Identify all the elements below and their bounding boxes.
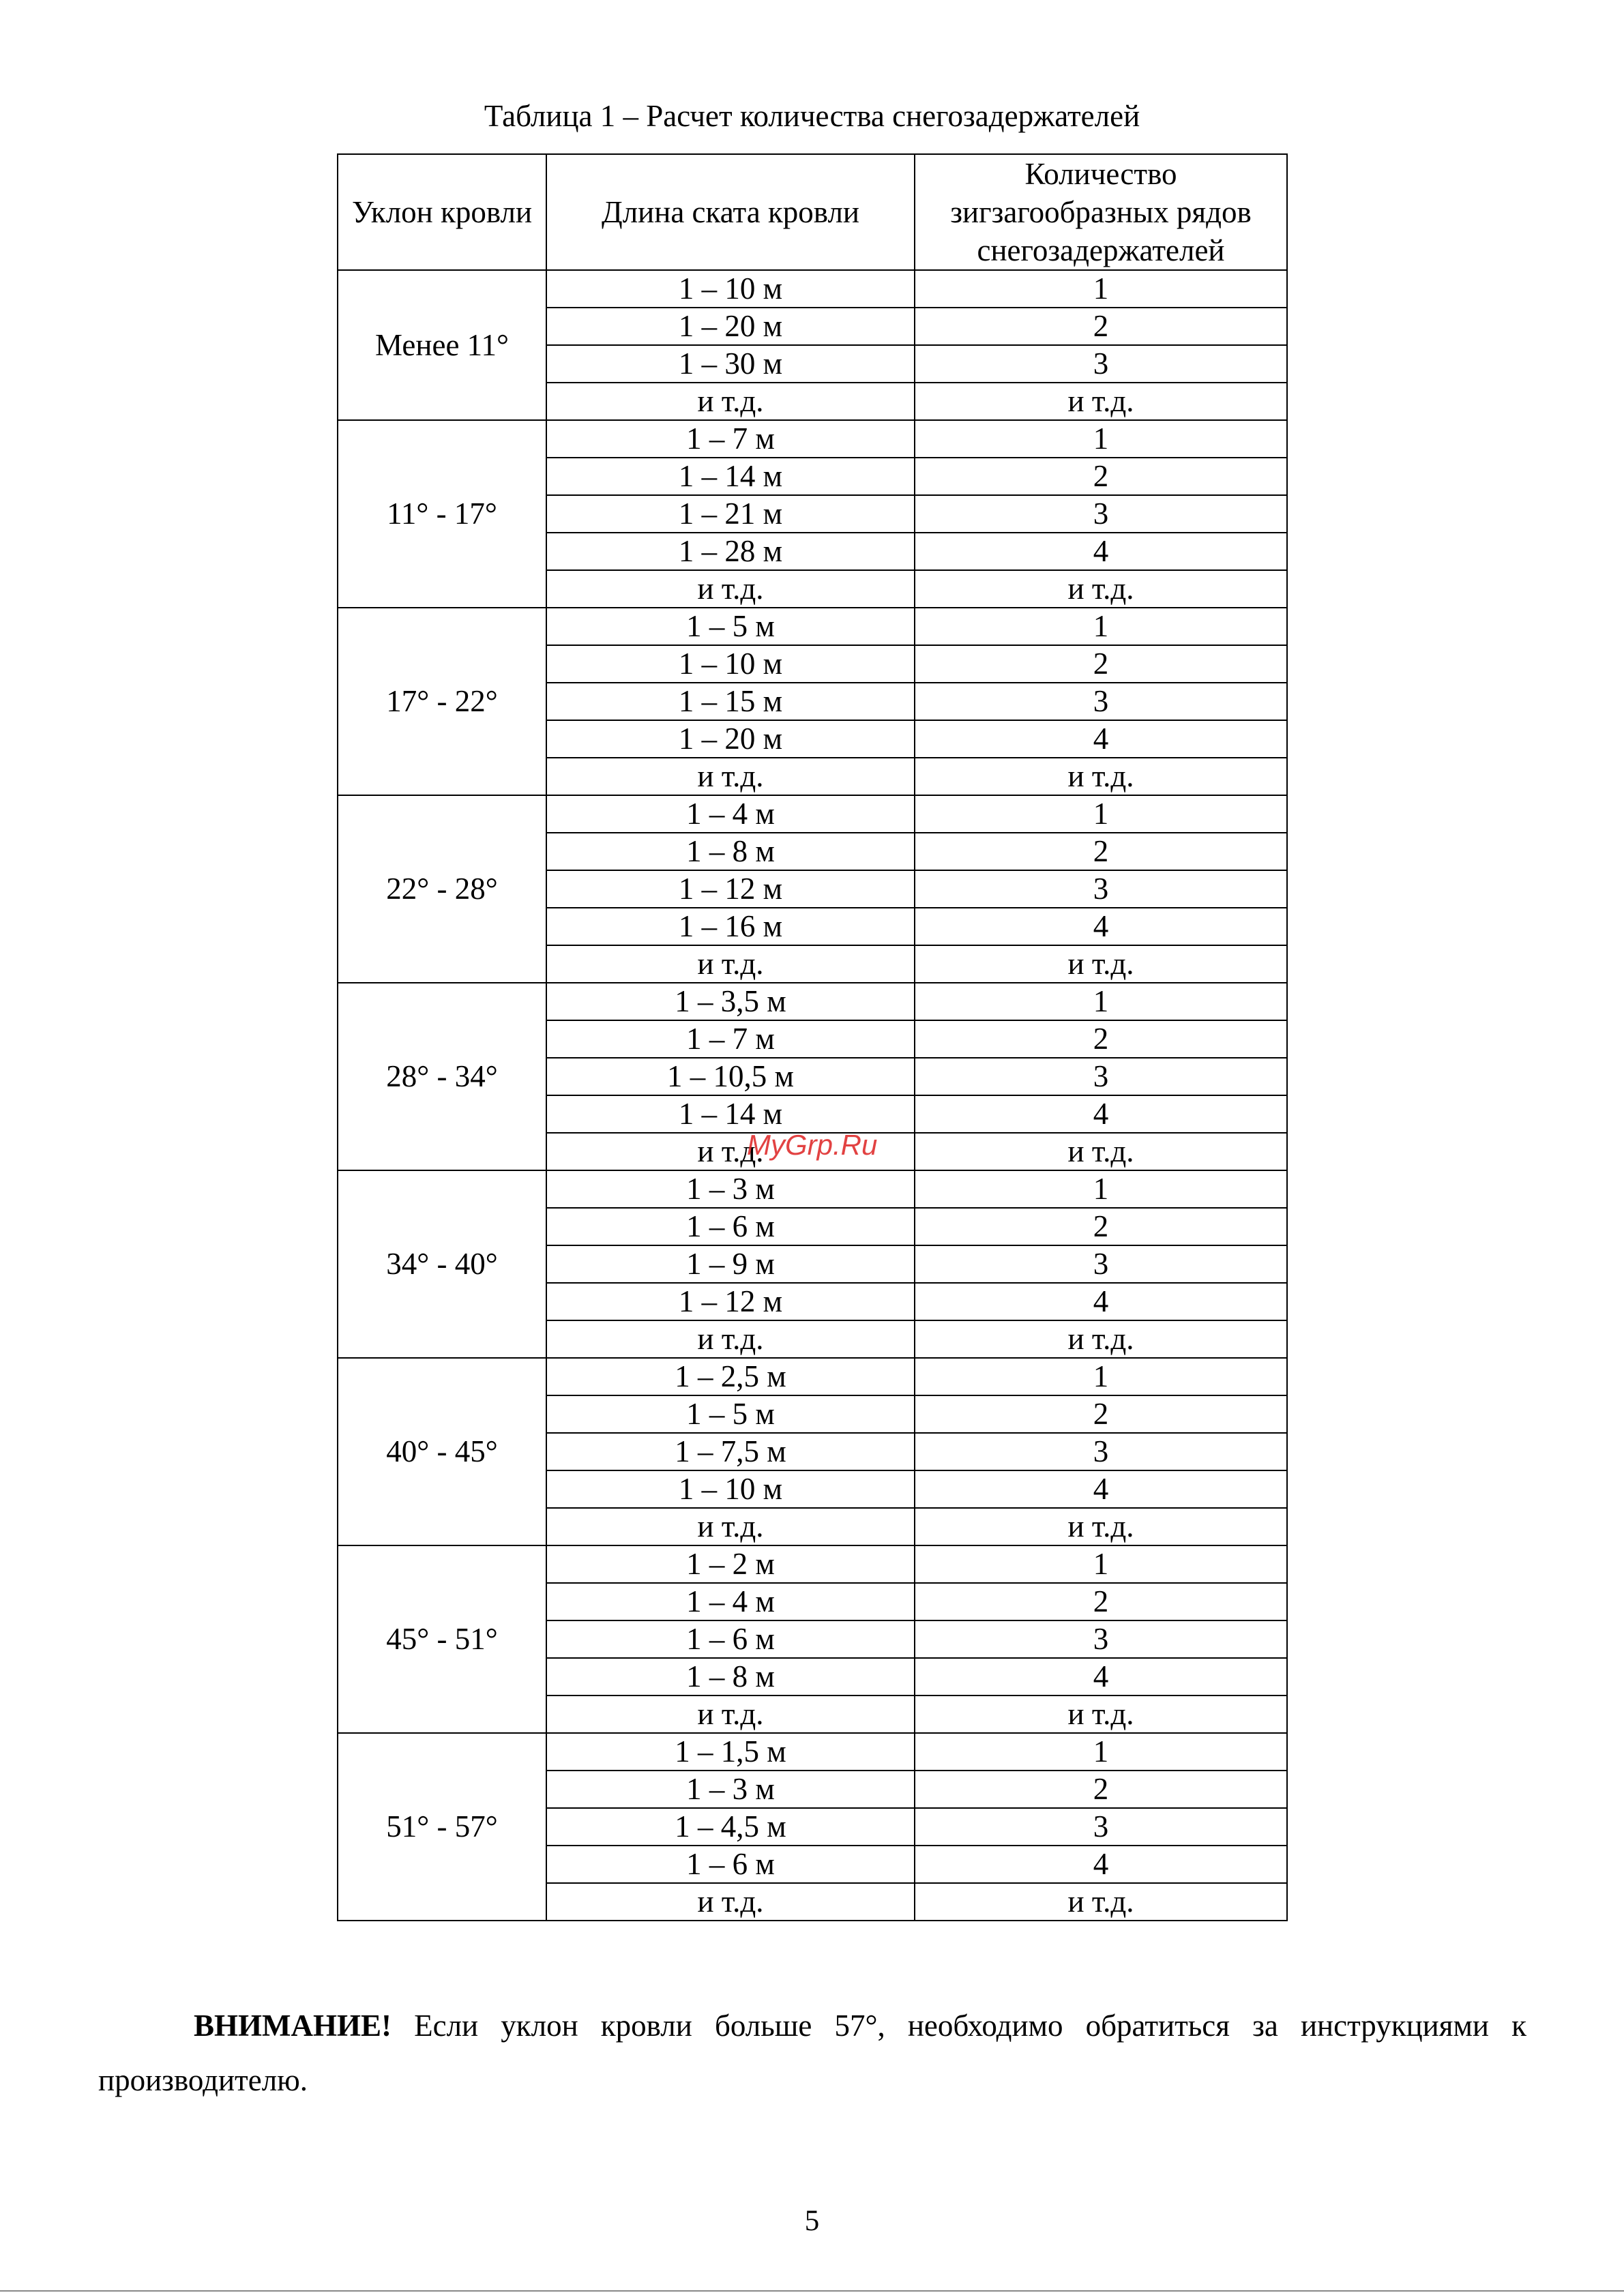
length-cell: 1 – 15 м [546, 683, 915, 720]
table-row [338, 795, 1287, 833]
count-cell: 3 [915, 1245, 1287, 1283]
length-cell: 1 – 20 м [546, 308, 915, 345]
count-cell: 2 [915, 308, 1287, 345]
length-cell: 1 – 20 м [546, 720, 915, 758]
count-cell: и т.д. [915, 1320, 1287, 1358]
length-cell: 1 – 7,5 м [546, 1433, 915, 1470]
count-cell: 1 [915, 1170, 1287, 1208]
count-cell: 1 [915, 420, 1287, 458]
length-cell: 1 – 3 м [546, 1771, 915, 1808]
count-cell: 3 [915, 870, 1287, 908]
length-cell: 1 – 10 м [546, 645, 915, 683]
length-cell: 1 – 16 м [546, 908, 915, 945]
length-cell: 1 – 3 м [546, 1170, 915, 1208]
count-cell: и т.д. [915, 758, 1287, 795]
count-cell: 1 [915, 1733, 1287, 1771]
count-cell: 2 [915, 1395, 1287, 1433]
count-cell: 1 [915, 608, 1287, 645]
page-number: 5 [804, 2205, 820, 2237]
slope-cell: 51° - 57° [338, 1733, 546, 1921]
count-cell: и т.д. [915, 1133, 1287, 1170]
count-cell: 4 [915, 1846, 1287, 1883]
slope-cell: 45° - 51° [338, 1545, 546, 1733]
length-cell: 1 – 8 м [546, 833, 915, 870]
count-cell: 3 [915, 345, 1287, 383]
page-bottom-rule [0, 2290, 1624, 2292]
warning-paragraph [98, 1998, 1526, 2107]
header-slope: Уклон кровли [338, 154, 546, 270]
count-cell: 2 [915, 1020, 1287, 1058]
count-cell: и т.д. [915, 945, 1287, 983]
length-cell: 1 – 2,5 м [546, 1358, 915, 1395]
table-row [338, 983, 1287, 1020]
length-cell: 1 – 30 м [546, 345, 915, 383]
length-cell: 1 – 5 м [546, 608, 915, 645]
slope-cell: 22° - 28° [338, 795, 546, 983]
length-cell: 1 – 7 м [546, 420, 915, 458]
count-cell: 1 [915, 270, 1287, 308]
table-row [338, 270, 1287, 308]
length-cell: 1 – 3,5 м [546, 983, 915, 1020]
table-row [338, 420, 1287, 458]
count-cell: и т.д. [915, 1508, 1287, 1545]
length-cell: и т.д. [546, 570, 915, 608]
table-header-row [338, 154, 1287, 270]
length-cell: 1 – 10 м [546, 270, 915, 308]
count-cell: 4 [915, 1658, 1287, 1696]
length-cell: 1 – 6 м [546, 1846, 915, 1883]
slope-cell: Менее 11° [338, 270, 546, 420]
length-cell: 1 – 14 м [546, 458, 915, 495]
length-cell: 1 – 1,5 м [546, 1733, 915, 1771]
count-cell: и т.д. [915, 383, 1287, 420]
count-cell: 1 [915, 1545, 1287, 1583]
count-cell: 3 [915, 1433, 1287, 1470]
count-cell: 1 [915, 795, 1287, 833]
watermark: MyGrp.Ru [747, 1129, 878, 1161]
count-cell: 4 [915, 1283, 1287, 1320]
count-cell: 2 [915, 458, 1287, 495]
length-cell: и т.д. [546, 945, 915, 983]
length-cell: 1 – 10,5 м [546, 1058, 915, 1095]
count-cell: 4 [915, 1470, 1287, 1508]
length-cell: 1 – 4,5 м [546, 1808, 915, 1846]
count-cell: 3 [915, 1620, 1287, 1658]
length-cell: 1 – 6 м [546, 1620, 915, 1658]
length-cell: и т.д. [546, 1508, 915, 1545]
table-row [338, 1545, 1287, 1583]
length-cell: и т.д. [546, 1133, 915, 1170]
length-cell: и т.д. [546, 758, 915, 795]
count-cell: и т.д. [915, 1696, 1287, 1733]
slope-cell: 28° - 34° [338, 983, 546, 1170]
table-row [338, 1733, 1287, 1771]
snow-guard-table [337, 153, 1288, 1921]
count-cell: 4 [915, 720, 1287, 758]
count-cell: 2 [915, 1583, 1287, 1620]
header-count: Количество зигзагообразных рядов снегозадержателей [915, 154, 1287, 270]
count-cell: 3 [915, 683, 1287, 720]
count-cell: и т.д. [915, 1883, 1287, 1921]
table-caption: Таблица 1 – Расчет количества снегозадержателей [484, 99, 1140, 133]
slope-cell: 40° - 45° [338, 1358, 546, 1545]
count-cell: 3 [915, 1058, 1287, 1095]
count-cell: 2 [915, 645, 1287, 683]
length-cell: 1 – 9 м [546, 1245, 915, 1283]
length-cell: и т.д. [546, 1320, 915, 1358]
length-cell: 1 – 21 м [546, 495, 915, 533]
length-cell: 1 – 4 м [546, 1583, 915, 1620]
length-cell: и т.д. [546, 383, 915, 420]
length-cell: и т.д. [546, 1696, 915, 1733]
count-cell: 4 [915, 1095, 1287, 1133]
count-cell: 3 [915, 495, 1287, 533]
table-row [338, 608, 1287, 645]
slope-cell: 11° - 17° [338, 420, 546, 608]
count-cell: и т.д. [915, 570, 1287, 608]
count-cell: 2 [915, 1771, 1287, 1808]
slope-cell: 34° - 40° [338, 1170, 546, 1358]
warning-text: Если уклон кровли больше 57°, необходимо обратиться за инструкциями к производителю. [98, 2009, 1526, 2097]
length-cell: 1 – 8 м [546, 1658, 915, 1696]
length-cell: 1 – 2 м [546, 1545, 915, 1583]
warning-label: ВНИМАНИЕ! [194, 2009, 392, 2043]
count-cell: 4 [915, 908, 1287, 945]
count-cell: 1 [915, 1358, 1287, 1395]
table-row [338, 1358, 1287, 1395]
length-cell: 1 – 28 м [546, 533, 915, 570]
length-cell: и т.д. [546, 1883, 915, 1921]
length-cell: 1 – 12 м [546, 1283, 915, 1320]
length-cell: 1 – 4 м [546, 795, 915, 833]
length-cell: 1 – 7 м [546, 1020, 915, 1058]
length-cell: 1 – 14 м [546, 1095, 915, 1133]
header-length: Длина ската кровли [546, 154, 915, 270]
count-cell: 3 [915, 1808, 1287, 1846]
slope-cell: 17° - 22° [338, 608, 546, 795]
length-cell: 1 – 5 м [546, 1395, 915, 1433]
count-cell: 1 [915, 983, 1287, 1020]
count-cell: 2 [915, 1208, 1287, 1245]
count-cell: 2 [915, 833, 1287, 870]
length-cell: 1 – 10 м [546, 1470, 915, 1508]
table-body [338, 270, 1287, 1921]
length-cell: 1 – 12 м [546, 870, 915, 908]
count-cell: 4 [915, 533, 1287, 570]
length-cell: 1 – 6 м [546, 1208, 915, 1245]
table-row [338, 1170, 1287, 1208]
